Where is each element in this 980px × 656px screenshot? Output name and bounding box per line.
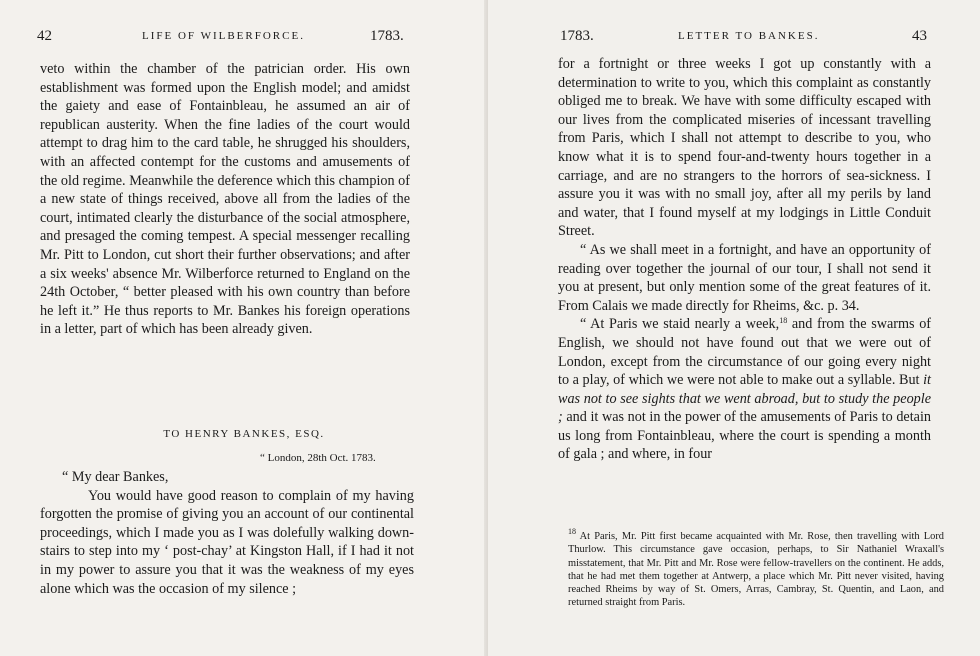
body-paragraph: veto within the chamber of the patrician order. His own establishment was formed upon the English model; and amidst the gaiety and ease of Fontainbleau, he assumed an air of republican austerity. When the fine ladies of the court would attempt to drag him to the card table, he shrugged his shoulders, with an affected contempt for the customs and amusements of the old regime. Meanwhile the deference which this champion of a new state of things received, above all from the ladies of the court, intimated clearly the disturbance of the social atmosphere, and presaged the coming tempest. A special messenger recalling Mr. Pitt to London, cut short their further observations; and after a six weeks' absence Mr. Wilberforce returned to England on the 24th October, “ better pleased with his own country than before he left it.” He thus reports to Mr. Bankes his foreign operations in a letter, part of which has been already given. <box>40 61 410 338</box>
running-title: LIFE OF WILBERFORCE. <box>142 30 305 42</box>
letter-heading: TO HENRY BANKES, ESQ. <box>163 428 325 440</box>
letter-salutation: “ My dear Bankes, <box>62 469 169 485</box>
running-title: LETTER TO BANKES. <box>678 30 820 42</box>
footnote <box>568 527 944 610</box>
right-body <box>558 55 931 464</box>
left-page-header <box>0 28 488 48</box>
page-number: 43 <box>912 28 927 44</box>
footnote-text: At Paris, Mr. Pitt first became acquainted with Mr. Rose, then travelling with Lord Thurlow. This circumstance gave occasion, perhaps, to Sir Nathaniel Wraxall's misstatement, that Mr. Pitt and Mr. Rose were fellow-travellers on the continent. He adds, that he had met them together at Antwerp, a place which Mr. Pitt never visited, having reached Rheims by way of St. Omers, Arras, Cambray, St. Quentin, and Laon, and returned straight from Paris. <box>568 531 944 609</box>
italic-emphasis: it was not to see sights that we went abroad, but to study the people ; <box>558 372 931 426</box>
paragraph-segment: “ At Paris we staid nearly a week, <box>580 316 780 333</box>
body-paragraph: You would have good reason to complain of my having forgotten the promise of giving you an account of our continental proceedings, which I made you as I was dolefully walking down-stairs to step into my ‘ post-chay’ at Kingston Hall, if I had it not in my power to assure you that it was the weakness of my eyes alone which was the occasion of my silence ; <box>40 487 414 597</box>
letter-dateline: “ London, 28th Oct. 1783. <box>260 452 376 464</box>
right-page-header <box>488 28 980 48</box>
left-page <box>0 0 488 656</box>
header-year: 1783. <box>560 28 594 44</box>
paragraph-segment: and from the swarms of English, we should not have found out that we were out of London, except from the circumstance of our going every night to a play, of which we were not able to make out a syllable. But <box>558 316 932 389</box>
footnote-marker: 18 <box>779 316 788 326</box>
header-year: 1783. <box>370 28 404 44</box>
letter-body <box>40 468 414 598</box>
body-paragraph: for a fortnight or three weeks I got up constantly with a determination to write to you, which this complaint as constantly obliged me to break. We have with some difficulty escaped with our lives from the complicated miseries of incessant travelling from Paris, which I shall not attempt to describe to you, who know what it is to spend four-and-twenty hours together in a carriage, and are no strangers to the horrors of sea-sickness. I assure you it was with no small joy, after all my perils by land and water, that I found myself at my lodgings in Little Conduit Street. <box>558 56 931 240</box>
body-paragraph: “ As we shall meet in a fortnight, and have an opportunity of reading over together the journal of our tour, I shall not send it you at present, but only mention some of the great features of it. From Calais we made directly for Rheims, &c. p. 34. <box>558 241 931 314</box>
footnote-number: 18 <box>568 527 576 536</box>
paragraph-segment: and it was not in the power of the amusements of Paris to detain us long from Fontainbleau, where the court is spending a month of gala ; and where, in four <box>558 409 931 463</box>
body-paragraph <box>558 315 931 464</box>
page-number: 42 <box>37 28 52 44</box>
